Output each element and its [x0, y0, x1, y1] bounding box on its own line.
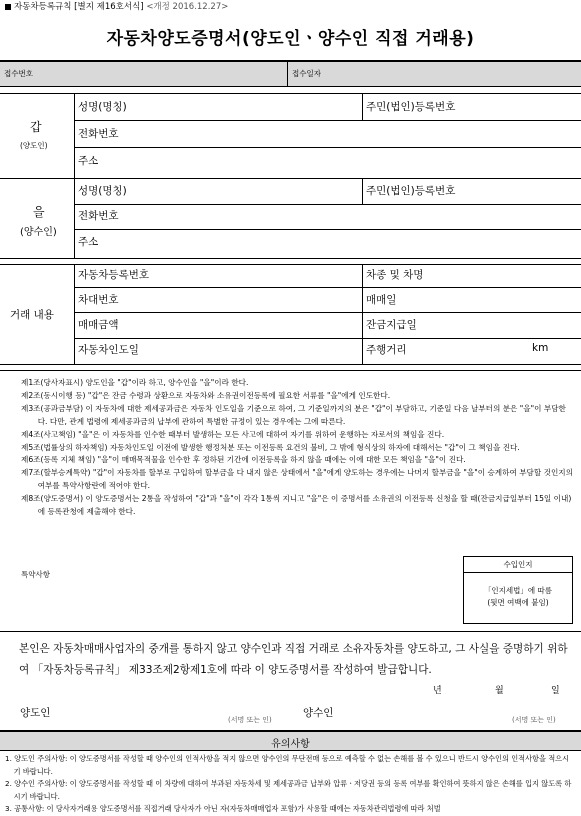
- buyer-label-divider: [74, 179, 75, 258]
- note-2: 2. 양수인 주의사항: 이 양도증명서를 작성할 때 이 차량에 대하여 부과된 자동차세 및 제세공과금 납부와 압류ㆍ저당권 등의 등록 여부를 확인하여 뜻하지 않은 손해를 입지 않도록 하시기 바랍니다.: [5, 779, 572, 801]
- buyer-row-divider: [362, 179, 363, 204]
- declaration-top-rule: [0, 631, 581, 632]
- date-day[interactable]: 일: [551, 686, 560, 696]
- deal-label: 거래 내용: [10, 309, 54, 321]
- buyer-label: 을: [33, 205, 45, 219]
- deal-column-divider: [362, 265, 363, 364]
- seller-rule-1: [75, 120, 581, 121]
- buyer-rule-1: [75, 204, 581, 205]
- seller-signature[interactable]: (서명 또는 인): [228, 716, 272, 724]
- seller-label: 갑: [30, 120, 42, 134]
- special-terms-label: 특약사항: [21, 570, 50, 579]
- notes-list: [5, 753, 575, 816]
- receipt-date-label: 접수일자: [292, 69, 321, 78]
- date-month[interactable]: 월: [495, 686, 504, 696]
- articles-list: [21, 377, 573, 519]
- square-bullet-icon: [5, 4, 11, 10]
- sale-date-field[interactable]: 매매일: [366, 294, 397, 306]
- receipt-bottom-rule: [0, 86, 581, 87]
- buyer-address-field[interactable]: 주소: [78, 236, 99, 248]
- seller-address-field[interactable]: 주소: [78, 155, 99, 167]
- receipt-number-label: 접수번호: [4, 69, 33, 78]
- article-6: 제6조(등록 지체 책임) "을"이 매매목적물을 인수한 후 정하된 기간에 이전등록을 하지 않을 때에는 이에 대한 모든 책임을 "을"이 진다.: [21, 455, 466, 465]
- price-field[interactable]: 매매금액: [78, 319, 119, 331]
- buyer-signature[interactable]: (서명 또는 인): [512, 716, 556, 724]
- article-7: 제7조(할부승계특약) "갑"이 자동차를 할부로 구입하여 할부금을 다 내지 않은 상태에서 "을"에게 양도하는 경우에는 나머지 할부금을 "을"이 승계하여 부담할 것인지의 여부를 특약사항란에 적어야 한다.: [21, 468, 573, 491]
- seller-sub: (양도인): [20, 141, 48, 150]
- mileage-unit: km: [532, 342, 549, 354]
- stamp-body-1: 「인지세법」에 따름: [483, 586, 553, 595]
- section-rule: [0, 93, 581, 94]
- notes-title: 유의사항: [271, 739, 310, 750]
- seller-label-divider: [74, 94, 75, 178]
- seller-rule-2: [75, 147, 581, 148]
- note-1: 1. 양도인 주의사항: 이 양도증명서를 작성할 때 양수인의 인적사항을 적지 않으면 양수인의 무단전매 등으로 예측할 수 없는 손해를 볼 수 있으니 반드시 양수인의 인적사항을 적으시기 바랍니다.: [5, 754, 570, 776]
- reg-number-field[interactable]: 자동차등록번호: [78, 269, 150, 281]
- stamp-body-2: (뒷면 여백에 붙임): [487, 598, 549, 607]
- form-reference: 자동차등록규칙 [별지 제16호서식] <개정 2016.12.27>: [5, 0, 228, 12]
- deal-rule-3: [75, 338, 581, 339]
- vin-field[interactable]: 차대번호: [78, 294, 119, 306]
- mileage-field[interactable]: 주행거리: [366, 344, 407, 356]
- seller-row-divider: [362, 94, 363, 120]
- receipt-band: [0, 62, 581, 86]
- seller-id-field[interactable]: 주민(법인)등록번호: [366, 101, 456, 113]
- article-8: 제8조(양도증명서) 이 양도증명서는 2통을 작성하여 "갑"과 "을"이 각각 1통씩 지니고 "을"은 이 증명서를 소유권의 이전등록 신청을 할 때(잔금지급일부터 15일 이내)에 등록관청에 제출해야 한다.: [21, 494, 572, 517]
- declaration-text: 본인은 자동차매매사업자의 중개를 통하지 않고 양수인과 직접 거래로 소유자동차를 양도하고, 그 사실을 증명하기 위하여 「자동차등록규칙」 제33조제2항제1호에 따라 이 양도증명서를 작성하여 발급합니다.: [19, 643, 568, 676]
- revenue-stamp-box: [463, 556, 573, 624]
- deal-bottom-rule: [0, 364, 581, 365]
- articles-top-rule: [0, 370, 581, 371]
- revision-date: <개정 2016.12.27>: [146, 2, 229, 12]
- article-2: 제2조(동시이행 등) "갑"은 잔금 수령과 상환으로 자동차와 소유권이전등록에 필요한 서류를 "을"에게 인도한다.: [21, 390, 391, 400]
- date-year[interactable]: 년: [433, 686, 442, 696]
- deal-top-rule: [0, 264, 581, 265]
- seller-sign-label: 양도인: [20, 707, 51, 719]
- model-field[interactable]: 차종 및 차명: [366, 269, 424, 281]
- deal-label-divider: [74, 265, 75, 364]
- seller-phone-field[interactable]: 전화번호: [78, 128, 119, 140]
- buyer-id-field[interactable]: 주민(법인)등록번호: [366, 185, 456, 197]
- balance-date-field[interactable]: 잔금지급일: [366, 319, 417, 331]
- buyer-sign-label: 양수인: [303, 707, 334, 719]
- buyer-bottom-rule: [0, 258, 581, 259]
- buyer-name-field[interactable]: 성명(명칭): [78, 185, 127, 197]
- buyer-phone-field[interactable]: 전화번호: [78, 210, 119, 222]
- buyer-rule-2: [75, 229, 581, 230]
- seller-name-field[interactable]: 성명(명칭): [78, 101, 127, 113]
- stamp-title: 수입인지: [464, 557, 572, 573]
- article-4: 제4조(사고책임) "을"은 이 자동차를 인수한 때부터 발생하는 모든 사고에 대하여 자기를 위하여 운행하는 자로서의 책임을 진다.: [21, 429, 445, 439]
- article-5: 제5조(법률상의 하자책임) 자동차인도일 이전에 발생한 행정처분 또는 이전등록 요건의 불비, 그 밖에 형식상의 하자에 대해서는 "갑"이 그 책임을 진다.: [21, 442, 520, 452]
- buyer-top-rule: [0, 178, 581, 179]
- note-3: 3. 공통사항: 이 당사자거래용 양도증명서를 직접거래 당사자가 아닌 자(자동차매매업자 포함)가 사용할 때에는 자동차관리법령에 따라 처벌: [5, 804, 441, 813]
- notes-title-rule: [0, 750, 581, 751]
- receipt-divider: [287, 62, 288, 86]
- article-1: 제1조(당사자표시) 양도인을 "갑"이라 하고, 양수인을 "을"이라 한다.: [21, 378, 249, 387]
- deal-rule-1: [75, 287, 581, 288]
- deal-rule-2: [75, 312, 581, 313]
- page-title: 자동차양도증명서(양도인ㆍ양수인 직접 거래용): [106, 29, 475, 49]
- delivery-date-field[interactable]: 자동차인도일: [78, 344, 139, 356]
- article-3: 제3조(공과금부담) 이 자동차에 대한 제세공과금은 자동차 인도일을 기준으로 하여, 그 기준일까지의 분은 "갑"이 부담하고, 기준일 다음 날부터의 분은 "을"이 부담한다. 다만, 관계 법령에 제세공과금의 납부에 관하여 특별한 규정이 있는 경우에는 그에 따른다.: [21, 403, 566, 426]
- buyer-sub: (양수인): [20, 227, 57, 238]
